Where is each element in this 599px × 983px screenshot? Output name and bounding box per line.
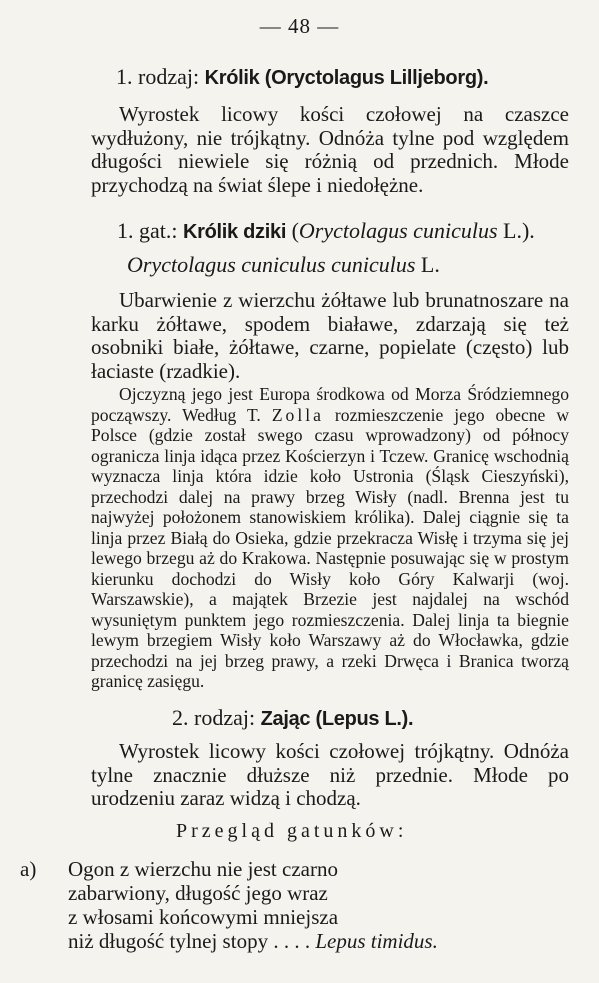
genus1-heading [116, 64, 488, 90]
coloration-paragraph: Ubarwienie z wierzchu żółtawe lub brunatnoszare na karku żółtawe, spodem białawe, zdarzają się też osobniki białe, żółtawe, czarne, popielate (często) lub łaciaste (rzadkie). [91, 288, 569, 383]
species1-paren: ( [291, 218, 299, 243]
key-line-4-text: niż długość tylnej stopy . . . . [68, 929, 311, 953]
genus2-description: Wyrostek licowy kości czołowej trójkątny. Odnóża tylne znacznie dłuższe niż przednie. Młode po urodzeniu zaraz widzą i chodzą. [91, 739, 569, 810]
key-result: Lepus timidus. [315, 929, 438, 953]
genus1-name: Królik (Oryctolagus Lilljeborg). [204, 67, 489, 89]
range-paragraph [91, 384, 569, 692]
key-line-2: zabarwiony, długość jego wraz [68, 881, 328, 905]
range-author: Zolla [271, 404, 324, 425]
species1-name-pl: Królik dziki [183, 221, 287, 243]
page-number: — 48 — [259, 14, 340, 38]
genus2-number: 2. rodzaj: [172, 705, 256, 730]
genus1-number: 1. rodzaj: [116, 64, 200, 89]
species1-author: L.). [503, 218, 535, 243]
species1-heading [117, 218, 535, 244]
subspecies-author: L. [420, 252, 440, 277]
range-text-1: Ojczyzną jego jest Europa środkowa od Morza Śródziemnego począwszy. Według T. [91, 384, 569, 425]
key-label: a) [20, 857, 37, 881]
species1-name-lat: Oryctolagus cuniculus [298, 218, 498, 243]
subspecies-heading [127, 252, 440, 278]
genus2-heading [172, 705, 413, 731]
key-line-3: z włosami końcowymi mniejsza [68, 905, 339, 929]
species1-number: 1. gat.: [117, 218, 178, 243]
key-line-1: Ogon z wierzchu nie jest czarno [68, 857, 338, 881]
genus1-description: Wyrostek licowy kości czołowej na czaszce wydłużony, nie trójkątny. Odnóża tylne pod względem długości niewiele się różnią od przednich. Młode przychodzą na świat ślepe i niedołężne. [91, 102, 569, 197]
subspecies-name: Oryctolagus cuniculus cuniculus [127, 252, 416, 277]
genus2-name: Zając (Lepus L.). [260, 708, 414, 730]
key-line-4 [68, 930, 438, 952]
key-title: Przegląd gatunków: [176, 820, 408, 842]
range-text-2: rozmieszczenie jego obecne w Polsce (gdzie został swego czasu wprowadzony) od północy ogranicza linja idąca przez Kościerzyn i Tczew. Granicę wschodnią wyznacza linja która idzie koło Ustronia (Śląsk Cieszyński), przechodzi dalej na prawy brzeg Wisły (nadl. Brenna jest tu najwyżej położonem stanowiskiem królika). Dalej ciągnie się ta linja przez Białą do Osieka, gdzie przekracza Wisłę i trzyma się jej lewego brzegu aż do Krakowa. Następnie posuwając się w prostym kierunku dochodzi do Wisły koło Góry Kalwarji (woj. Warszawskie), a majątek Brzezie jest najdalej na wschód wysuniętym punktem jego rozmieszczenia. Dalej linja ta biegnie lewym brzegiem Wisły koło Warszawy aż do Włocławka, gdzie przechodzi na jej brzeg prawy, a rzeki Drwęca i Branica tworzą granicę zasięgu. [91, 404, 570, 691]
